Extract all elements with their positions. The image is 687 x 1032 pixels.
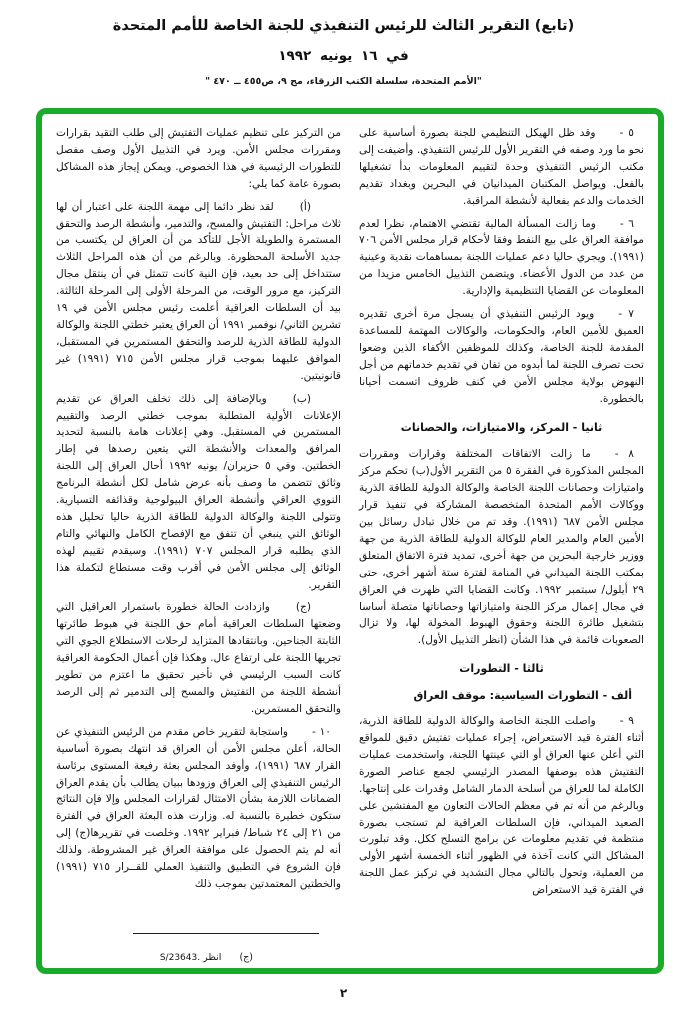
paragraph-text: وقد ظل الهيكل التنظيمي للجنة بصورة أساسية على نحو ما ورد وصفه في التقرير الأول للرئيس التنفيذي. وأضيفت إلى مكتب الرئيس التنفيذي وحدة لتقييم المعلومات بدأ تشغيلها بالفعل. ويواصل المكتبان الميدانيان في البحرين وبغداد تقديم الخدمات والدعم بفعالية لأنشطة المراقبة. xyxy=(359,127,644,207)
paragraph-text: وما زالت المسألة المالية تقتضي الاهتمام، نظرا لعدم موافقة العراق على بيع النفط وفقا لأحكام قرار مجلس الأمن ٧٠٦ (١٩٩١). ويجري حاليا دعم عمليات اللجنة بمساهمات نقدية وعينية من عدد من الدول الأعضاء. ويتضمن التذييل الخامس مزيدا من المعلومات عن القضايا التنظيمية والإدارية. xyxy=(359,217,644,298)
item-marker: (ب) xyxy=(292,392,311,405)
paragraph-6 xyxy=(359,216,644,301)
footnote-separator-rule xyxy=(133,933,319,934)
footnote xyxy=(56,950,341,967)
report-date: في ١٦ يونيه ١٩٩٢ xyxy=(278,48,409,64)
footnote-label: انظر xyxy=(203,951,222,963)
continuation-paragraph: من التركيز على تنظيم عمليات التفتيش إلى طلب التقيد بقرارات ومقررات مجلس الأمن. ويرد في التذييل الأول وصف مفصل للتطورات الرئيسية في هذا الخصوص. ويمكن إيجاز هذه المشاكل بصورة عامة كما يلي: xyxy=(56,127,341,190)
paragraph-text: ويود الرئيس التنفيذي أن يسجل مرة أخرى تقديره العميق للأمين العام، والحكومات، والوكالات المهتمة للمساعدة المقدمة للجنة الخاصة، وكذلك للموظفين الأكفاء الذين وضعوا تحت تصرف اللجنة لما أبدوه من تفان في تقديم خدماتهم من أجل النهوض بولاية مجلس الأمن في كنف ظروف اتسمت أحيانا بالخطورة. xyxy=(359,308,644,405)
section-heading-third: ثالثا - التطورات xyxy=(459,662,544,676)
source-citation: "الأمم المتحدة، سلسلة الكتب الزرقاء، مج ٩، ص٤٥٥ ــ ٤٧٠ " xyxy=(205,76,482,87)
item-text: لقد نظر دائما إلى مهمة اللجنة على اعتبار أن لها ثلاث مراحل: التفتيش والمسح، والتدمير، وأنشطة الرصد والتحقق المستمرة والطويلة الأجل للتأكد من أن العراق لن يكتسب من جديد الأسلحة المحظورة. وبالرغم من أن هذه المراحل الثلاث ستتداخل إلى حد بعيد، فإن النية كانت تتمثل في أن ينتقل مجال التركيز، مع مرور الوقت، من المرحلة الأولى إلى المرحلة الثالثة. بيد أن السلطات العراقية أعلمت رئيس مجلس الأمن في ١٩ تشرين الثاني/ نوفمبر ١٩٩١ أن العراق يعتبر خطتي اللجنة والوكالة الدولية للطاقة الذرية للرصد والتحقق المستمرين في المستقبل، الموافق عليهما بموجب قرار مجلس الأمن ٧١٥ (١٩٩١) غير قانونيتين. xyxy=(56,200,341,382)
list-item-c xyxy=(56,599,341,717)
footnote-reference: S/23643. xyxy=(159,952,201,963)
section-heading-second: ثانيا - المركز، والامتيازات، والحصانات xyxy=(400,420,603,434)
list-item-b xyxy=(56,391,341,594)
two-column-layout xyxy=(42,114,658,968)
document-header xyxy=(0,18,687,87)
paragraph-number: ٥ - xyxy=(619,127,634,139)
paragraph-text: واستجابة لتقرير خاص مقدم من الرئيس التنفيذي عن الحالة، أعلن مجلس الأمن أن العراق قد انتهك بصورة أساسية القرار ٦٨٧ (١٩٩١)، وأوفد المجلس بعثة رفيعة المستوى برئاسة الرئيس التنفيذي إلى العراق وزودها ببيان يطالب بأن يقدم العراق الضمانات اللازمة بشأن الامتثال لقرارات المجلس وإلا فإن النتائج ستكون خطيرة بالنسبة له. وزارت هذه البعثة العراق في الفترة من ٢١ إلى ٢٤ شباط/ فبراير ١٩٩٢. وخلصت في تقريرها(ج) إلى أنه لم يتم الحصول على موافقة العراق غير المشروطة. ولذلك فإن الشروع في التطبيق والتنفيذ العملي للقــرار ٧١٥ (١٩٩١) والخطتين المعتمدتين بموجب ذلك xyxy=(56,725,341,890)
item-marker: (ج) xyxy=(295,601,311,614)
footnote-block xyxy=(56,933,341,967)
paragraph-number: ٦ - xyxy=(619,217,634,230)
paragraph-number: ٨ - xyxy=(614,448,634,461)
paragraph-5 xyxy=(359,125,644,210)
paragraph-7 xyxy=(359,306,644,407)
footnote-marker: (ج) xyxy=(239,951,253,963)
left-column xyxy=(56,125,341,963)
item-text: وازدادت الحالة خطورة باستمرار العراقيل التي وضعتها السلطات العراقية أمام حق اللجنة في هبوط طائرتها الثابتة الجناحين. وبانتقادها المتزايد لرحلات الاستطلاع الجوي التي تجريها اللجنة على ارتفاع عال. وهكذا فإن أعمال الحكومة العراقية كانت السبب الرئيسي في تأخير تحقيق ما اعتزم من تطوير أنشطة اللجنة من التفتيش والمسح إلى التدمير ثم إلى الرصد والتحقق المستمرين. xyxy=(56,601,341,715)
paragraph-number: ٧ - xyxy=(618,308,634,321)
paragraph-9 xyxy=(359,713,644,899)
content-border-frame xyxy=(36,108,664,974)
subsection-heading-alif: ألف - التطورات السياسية: موقف العراق xyxy=(413,689,632,703)
item-text: وبالإضافة إلى ذلك تخلف العراق عن تقديم الإعلانات الأولية المتطلبة بموجب خطتي الرصد والتقييم المستمرين في المستقبل. وهي إعلانات هامة بالنسبة لتحديد المرافق والمعدات والأنشطة التي يتعين رصدها في إطار الخطتين. وفي ٥ حزيران/ يونيه ١٩٩٢ أحال العراق إلى اللجنة وثائق تتضمن ما وصف بأنه عرض شامل لكل أنشطة البرنامج النووي العراقي وأنشطة العراق البيولوجية وقذائفه التسيارية. وتتولى اللجنة والوكالة الدولية للطاقة الذرية حاليا تحليل هذه الوثائق التي ينبغي أن تتفق مع الإفصاح الكامل والنهائي والتام الذي يطلبه قرار المجلس ٧٠٧ (١٩٩١). وسيقدم تقييم لهذه الوثائق إلى مجلس الأمن في أقرب وقت مستطاع لتكملة هذا التقرير. xyxy=(56,392,341,591)
paragraph-number: ١٠ - xyxy=(312,725,331,738)
right-column xyxy=(359,125,644,960)
paragraph-10 xyxy=(56,724,341,893)
report-title: (تابع) التقرير الثالث للرئيس التنفيذي للجنة الخاصة للأمم المتحدة xyxy=(112,18,575,34)
paragraph-text: واصلت اللجنة الخاصة والوكالة الدولية للطاقة الذرية، أثناء الفترة قيد الاستعراض، إجراء عمليات تفتيش دقيق للمواقع التي أعلن عنها العراق أو التي عينتها اللجنة، واستخدمت عمليات التفتيش هذه بوصفها المصدر الرئيسي لجمع عناصر الصورة الكاملة لما للعراق من أسلحة الدمار الشامل وقدرات على إنتاجها. وبالرغم من أنه تم في معظم الحالات التعاون مع المفتشين على الصعيد الميداني، فإن السلطات العراقية لم تستجب بصورة منتظمة في تقديم معلومات عن برامج التسلح ككل. وقد تبلورت المشاكل التي كانت آخذة في الظهور أثناء الخمسة أشهر الأولى من العملية، وتحول بالتالي مجال التشديد في تركيز عمل اللجنة في الفترة قيد الاستعراض xyxy=(359,715,644,897)
paragraph-text: ما زالت الاتفاقات المختلفة وقرارات ومقررات المجلس المذكورة في الفقرة ٥ من التقرير الأول(ب) تحكم مركز وامتيازات وحصانات اللجنة الخاصة والوكالة الدولية للطاقة الذرية ووكالات الأمم المتحدة المتخصصة المشاركة في تنفيذ قرار مجلس الأمن ٦٨٧ (١٩٩١). وقد تم من خلال تبادل رسائل بين الأمين العام والمدير العام للوكالة الدولية للطاقة الذرية من جهة ووزير خارجية البحرين من جهة أخرى، تمديد فترة الاتفاق المتعلق بمكتب اللجنة الميداني في المنامة لفترة ستة أشهر أخرى، حتى ٢٩ أيلول/ سبتمبر ١٩٩٢. وكانت القضايا التي ظهرت في العراق في مجال إعمال مركز اللجنة وامتيازاتها وحصاناتها متصلة أساسا بتشغيل طائرة اللجنة وحقوق الهبوط المخولة لها، ولا تزال الصعوبات قائمة في هذا الشأن (انظر التذييل الأول). xyxy=(359,448,644,647)
page-number: ٢ xyxy=(339,986,348,1000)
list-item-a xyxy=(56,199,341,385)
item-marker: (أ) xyxy=(299,200,311,213)
paragraph-number: ٩ - xyxy=(619,715,634,728)
paragraph-8 xyxy=(359,446,644,649)
